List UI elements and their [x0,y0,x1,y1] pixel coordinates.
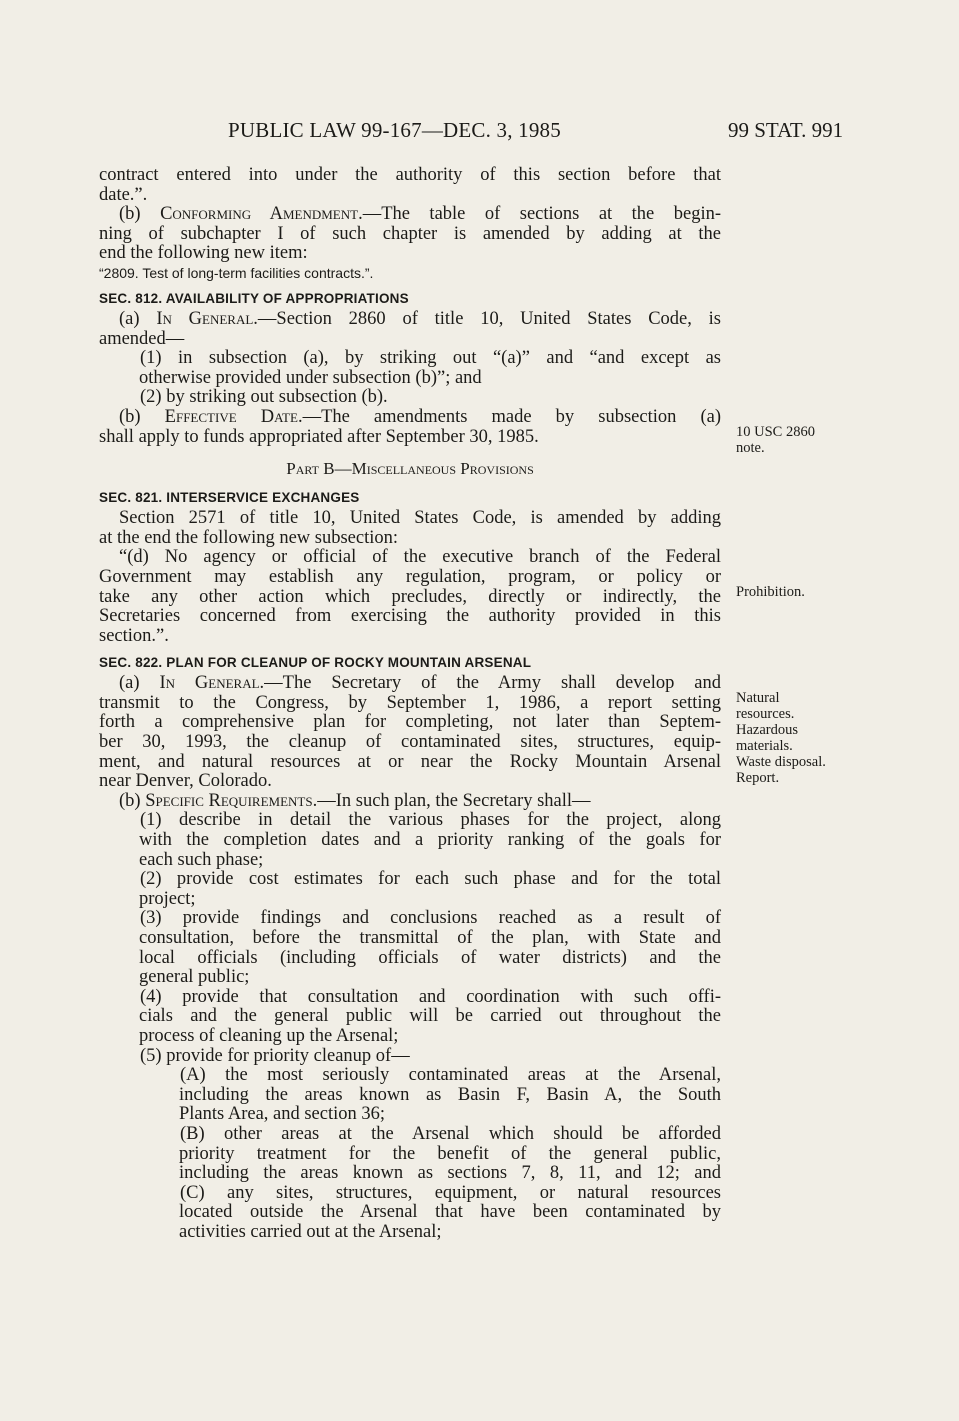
margin-note-line: 10 USC 2860 [736,424,815,440]
section-heading-821: SEC. 821. INTERSERVICE EXCHANGES [99,490,360,506]
text-line: amended— [99,328,185,349]
text-line: consultation, before the transmittal of the plan, with State and [139,928,721,948]
part-title: Miscellaneous Provisions [351,459,534,479]
paragraph-line: (2) provide cost estimates for each such phase and for the total [140,869,721,890]
text-line: shall apply to funds appropriated after September 30, 1985. [99,426,539,447]
text-line: ber 30, 1993, the cleanup of contaminated sites, structures, equip- [99,732,721,753]
text-line: Plants Area, and section 36; [179,1104,386,1125]
text-span: .—In such plan, the Secretary shall— [312,790,591,811]
text-line: transmit to the Congress, by September 1, 1986, a report setting [99,692,721,713]
subsection-heading-line [99,310,721,330]
subsection-heading: Conforming Amendment [160,204,359,225]
section-heading-812: SEC. 812. AVAILABILITY OF APPROPRIATIONS [99,290,409,306]
subsection-heading-line [99,205,721,225]
table-of-sections-item: “2809. Test of long-term facilities contracts.”. [99,264,374,281]
subsection-heading: In General [159,673,260,694]
margin-note-line: note. [736,440,765,456]
paragraph-line: (1) in subsection (a), by striking out “(a)” and “and except as [140,348,721,369]
text-span: (a) [119,308,157,329]
text-line: Section 2571 of title 10, United States Code, is amended by adding [119,508,721,529]
subsection-heading: Specific Requirements [145,790,313,811]
text-line: with the completion dates and a priority ranking of the goals for [139,830,721,851]
text-line: process of cleaning up the Arsenal; [139,1025,399,1046]
body-text [99,166,721,1243]
margin-note-line: resources. [736,706,795,722]
subsection-heading: Effective Date [164,406,298,427]
paragraph-line: (4) provide that consultation and coordination with such offi- [140,986,721,1007]
text-span: .—The amendments made by subsection (a) [297,406,721,427]
text-line: Government may establish any regulation, program, or policy or [99,566,721,587]
margin-note-line: Waste disposal. [736,754,826,770]
paragraph-line: (1) describe in detail the various phases for the project, along [140,810,721,831]
section-heading-822: SEC. 822. PLAN FOR CLEANUP OF ROCKY MOUNTAIN ARSENAL [99,655,532,671]
text-line: priority treatment for the benefit of the general public, [179,1143,721,1164]
margin-note-topics [736,690,826,786]
text-line: activities carried out at the Arsenal; [179,1221,442,1242]
text-line: near Denver, Colorado. [99,771,272,792]
text-line: at the end the following new subsection: [99,527,399,548]
text-line: project; [139,888,196,909]
margin-note-usc [736,424,815,456]
subparagraph-line: (C) any sites, structures, equipment, or natural resources [180,1182,721,1203]
subsection-heading-line [99,408,721,428]
part-heading [99,459,721,479]
paragraph-line: (2) by striking out subsection (b). [140,387,388,408]
text-line: including the areas known as sections 7, 8, 11, and 12; and [179,1163,721,1184]
text-line: “(d) No agency or official of the executive branch of the Federal [119,547,721,568]
text-line: cials and the general public will be carried out throughout the [139,1006,721,1027]
text-line: located outside the Arsenal that have been contaminated by [179,1202,721,1223]
subparagraph-line: (A) the most seriously contaminated areas at the Arsenal, [180,1065,721,1086]
text-line: date.”. [99,184,148,205]
text-span: .—The table of sections at the begin- [358,204,721,225]
running-header-title: PUBLIC LAW 99-167—DEC. 3, 1985 [228,118,561,142]
subsection-heading-line [99,792,721,812]
text-span: (b) [119,790,146,811]
subsection-heading-line [99,674,721,694]
text-line: local officials (including officials of water districts) and the [139,947,721,968]
margin-note-line: Natural [736,690,780,706]
text-span: (b) [119,204,161,225]
text-span: .—Section 2860 of title 10, United States Code, is [253,308,721,329]
subsection-heading: In General [156,308,254,329]
margin-note-line: materials. [736,738,793,754]
text-span: .—The Secretary of the Army shall develop and [259,673,721,694]
text-line: Secretaries concerned from exercising the authority provided in this [99,606,721,627]
text-line: ment, and natural resources at or near the Rocky Mountain Arsenal [99,751,721,772]
paragraph-line: (5) provide for priority cleanup of— [140,1045,410,1066]
margin-note-line: Report. [736,770,780,786]
text-line: otherwise provided under subsection (b)”; and [139,367,482,388]
part-label: Part B [286,459,335,479]
text-line: end the following new item: [99,243,308,264]
text-line: section.”. [99,625,169,646]
text-line: including the areas known as Basin F, Basin A, the South [179,1084,721,1105]
margin-note-prohibition: Prohibition. [736,584,805,600]
text-line: contract entered into under the authority of this section before that [99,165,721,185]
margin-note-line: Hazardous [736,722,799,738]
subparagraph-line: (B) other areas at the Arsenal which should be afforded [180,1123,721,1144]
text-line: each such phase; [139,849,264,870]
part-dash: — [334,459,352,479]
text-line: forth a comprehensive plan for completing, not later than Septem- [99,712,721,733]
running-header-stat-page: 99 STAT. 991 [728,118,844,142]
paragraph-line: (3) provide findings and conclusions reached as a result of [140,908,721,929]
text-span: (b) [119,406,165,427]
text-line: general public; [139,967,250,988]
text-line: take any other action which precludes, directly or indirectly, the [99,586,721,607]
text-span: (a) [119,673,160,694]
text-line: ning of subchapter I of such chapter is amended by adding at the [99,223,721,244]
